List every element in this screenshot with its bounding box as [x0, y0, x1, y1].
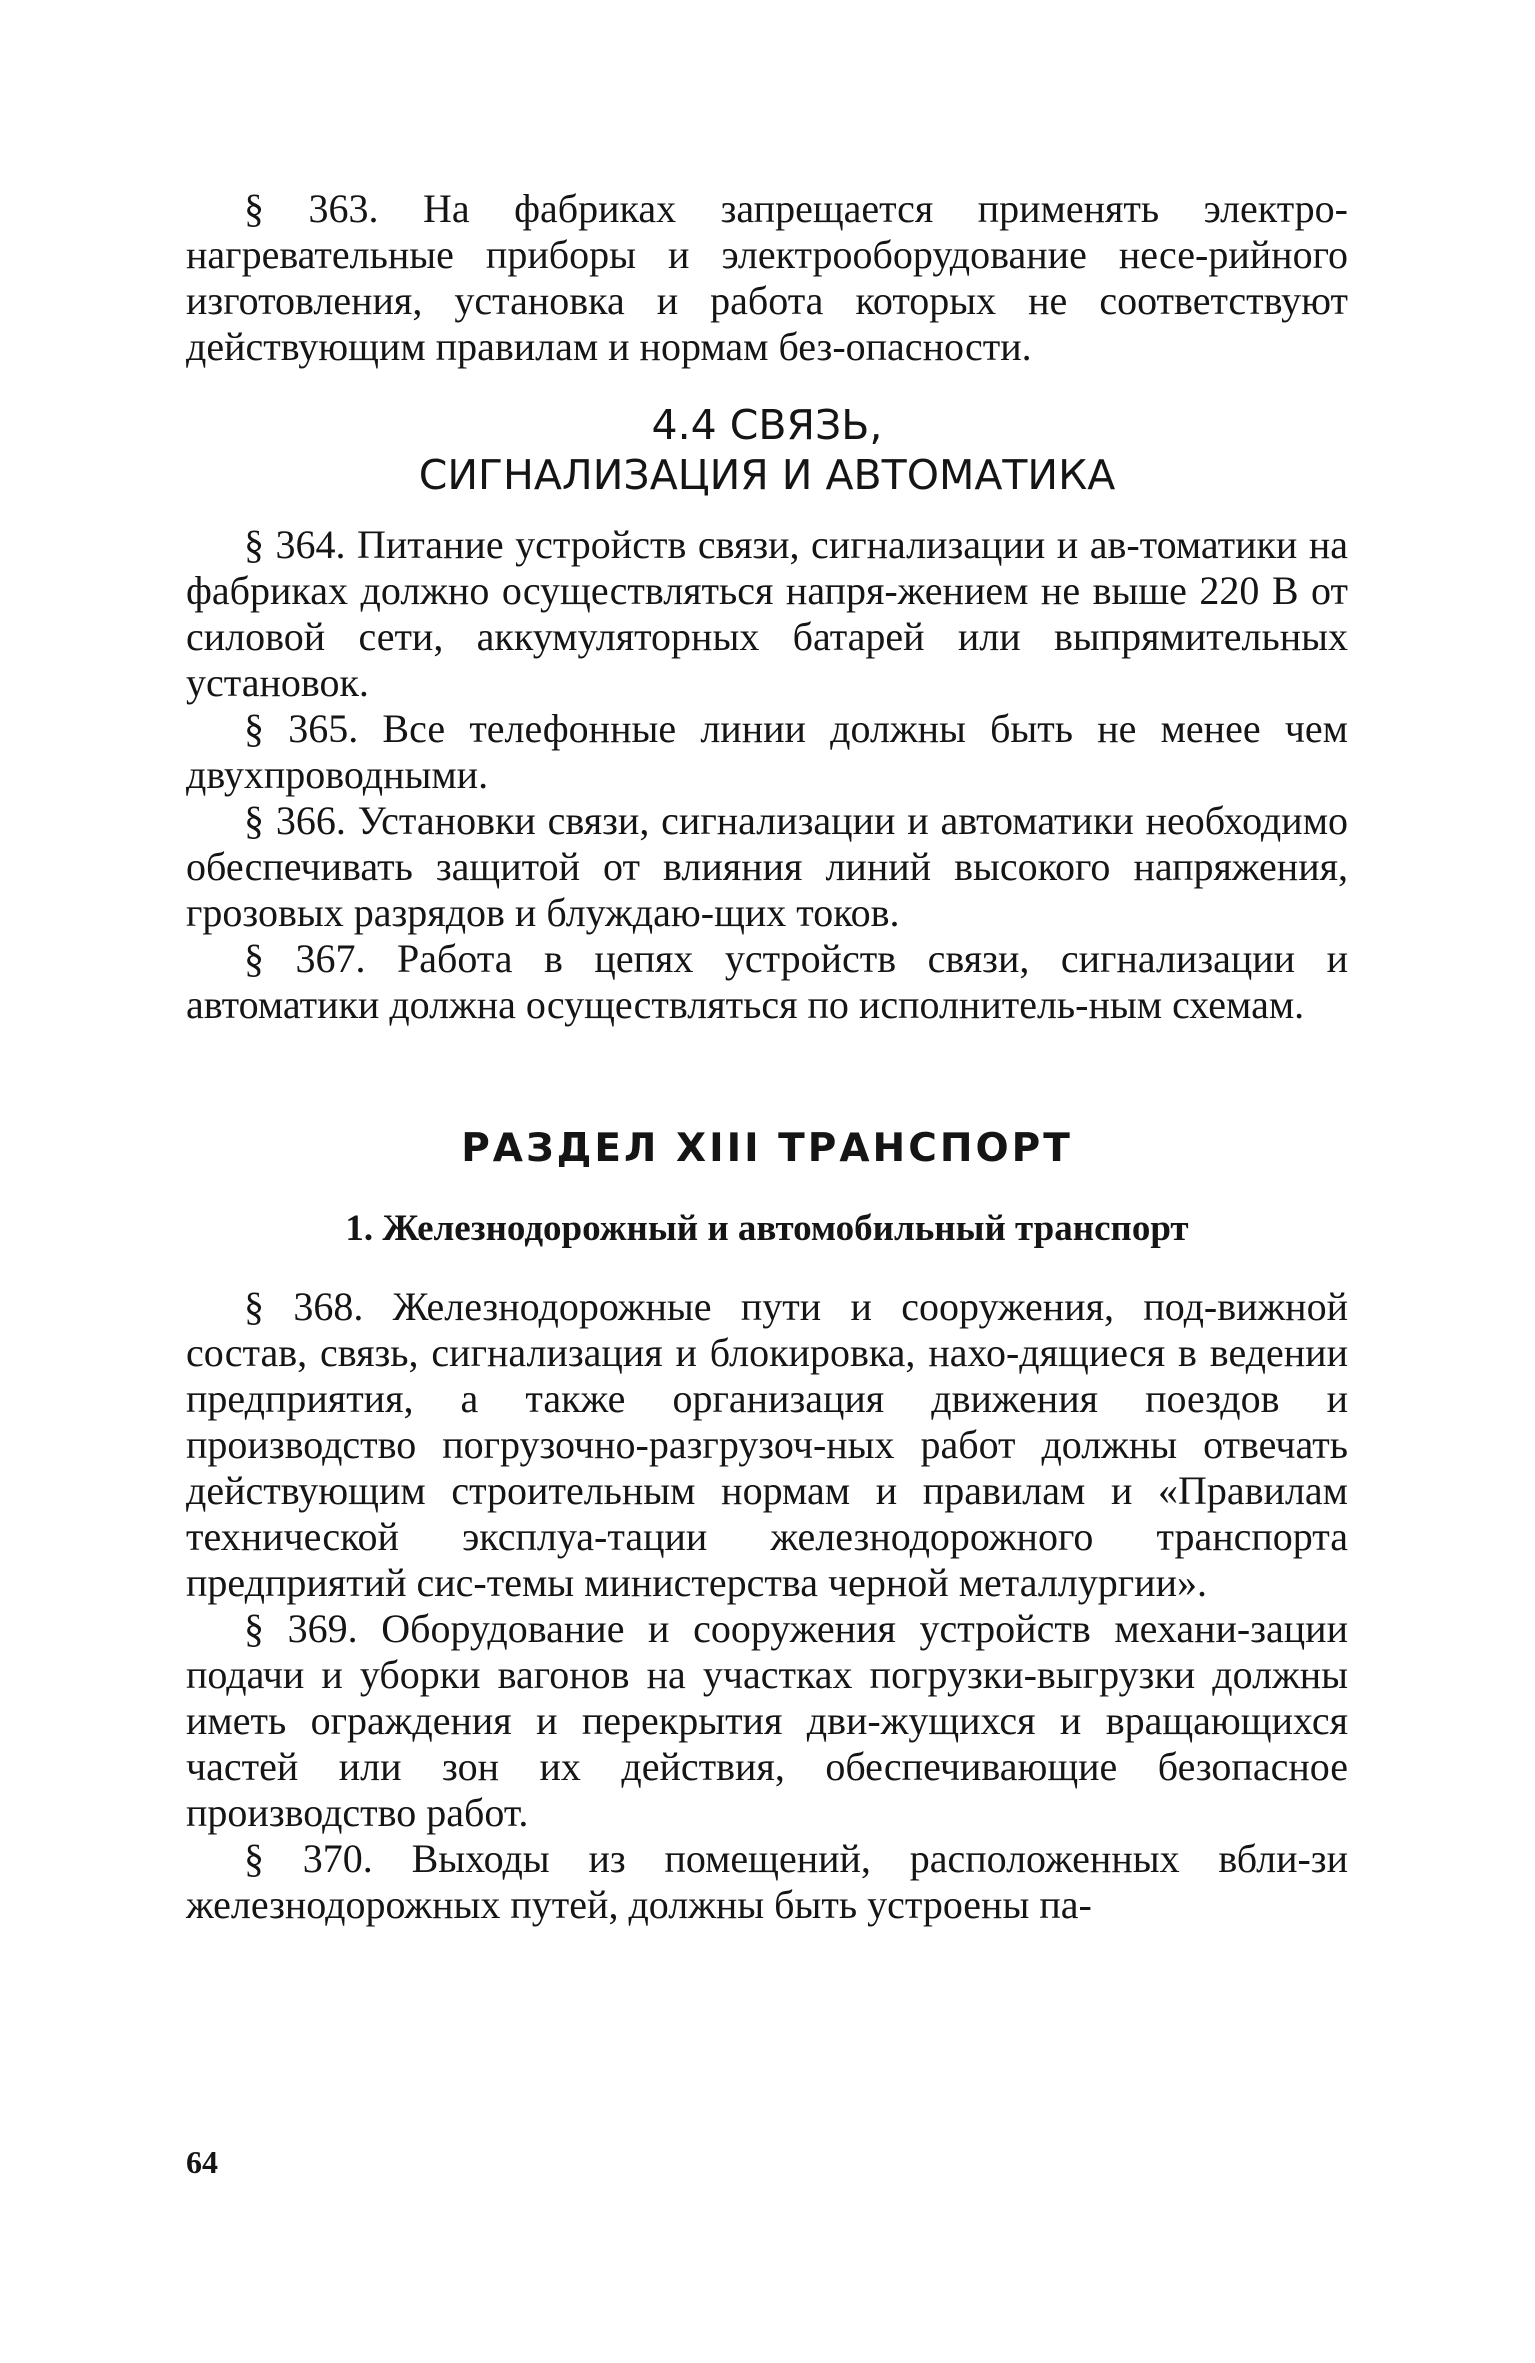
paragraph-366: § 366. Установки связи, сигнализации и автоматики необходимо обеспечивать защитой от влияния линий высокого напряжения, грозовых разрядов и блуждаю-щих токов. [186, 798, 1348, 935]
paragraph-363: § 363. На фабриках запрещается применять электро-нагревательные приборы и электрооборудование несе-рийного изготовления, установка и работа которых не соответствуют действующим правилам и нормам без-опасности. [186, 186, 1348, 369]
paragraph-364: § 364. Питание устройств связи, сигнализации и ав-томатики на фабриках должно осуществляться напря-жением не выше 220 В от силовой сети, аккумуляторных батарей или выпрямительных установок. [186, 522, 1348, 705]
page-number: 64 [186, 2144, 218, 2180]
document-page [186, 186, 1348, 1928]
paragraph-368: § 368. Железнодорожные пути и сооружения, под-вижной состав, связь, сигнализация и блокировка, нахо-дящиеся в ведении предприятия, а также организация движения поездов и производство погрузочно-разгрузоч-ных работ должны отвечать действующим строительным нормам и правилам и «Правилам технической эксплуа-тации железнодорожного транспорта предприятий сис-темы министерства черной металлургии». [186, 1284, 1348, 1605]
subsection-title-railway: 1. Железнодорожный и автомобильный транспорт [345, 1208, 1189, 1249]
paragraph-365: § 365. Все телефонные линии должны быть не менее чем двухпроводными. [186, 706, 1348, 797]
section-title-line-2: СИГНАЛИЗАЦИЯ И АВТОМАТИКА [418, 451, 1116, 499]
part-title-xiii: РАЗДЕЛ XIII ТРАНСПОРТ [461, 1126, 1073, 1171]
section-title-4-4 [186, 400, 1348, 500]
paragraph-369: § 369. Оборудование и сооружения устройств механи-зации подачи и уборки вагонов на участках погрузки-выгрузки должны иметь ограждения и перекрытия дви-жущихся и вращающихся частей или зон их действия, обеспечивающие безопасное производство работ. [186, 1606, 1348, 1835]
section-title-line-1: 4.4 СВЯЗЬ, [651, 401, 883, 449]
paragraph-367: § 367. Работа в цепях устройств связи, сигнализации и автоматики должна осуществляться по исполнитель-ным схемам. [186, 936, 1348, 1027]
paragraph-370: § 370. Выходы из помещений, расположенных вбли-зи железнодорожных путей, должны быть устроены па- [186, 1836, 1348, 1927]
